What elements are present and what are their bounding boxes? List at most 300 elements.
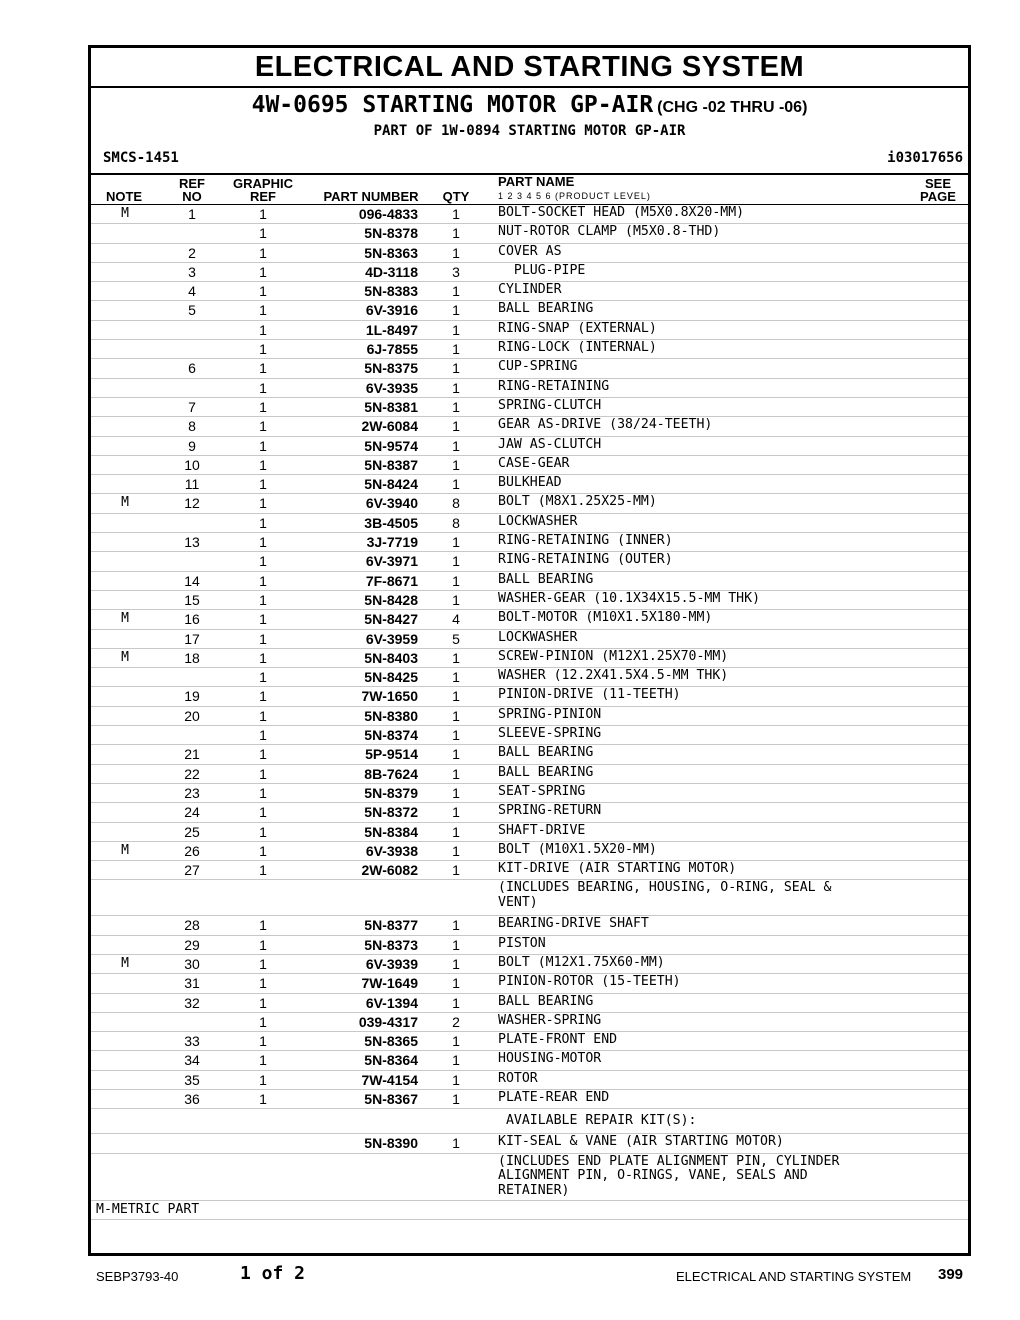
graphic-ref-cell: 1 xyxy=(259,418,267,435)
table-row xyxy=(91,1051,968,1070)
ref-no-cell: 19 xyxy=(184,688,200,705)
graphic-ref-cell: 1 xyxy=(259,955,267,972)
header-part-number: PART NUMBER xyxy=(323,189,419,204)
table-row xyxy=(91,340,968,359)
qty-cell: 1 xyxy=(452,206,460,222)
qty-cell: 1 xyxy=(452,572,460,589)
parts-list xyxy=(91,205,968,1220)
part-number-cell: 6V-3916 xyxy=(365,302,418,319)
footer-page-of: 1 of 2 xyxy=(240,1263,306,1284)
table-row xyxy=(91,475,968,494)
header-product-level: 1 2 3 4 5 6 (PRODUCT LEVEL) xyxy=(498,191,651,201)
graphic-ref-cell: 1 xyxy=(259,398,267,415)
ref-no-cell: 9 xyxy=(188,437,196,454)
ref-no-cell: 20 xyxy=(184,707,200,724)
part-name-cell: BALL BEARING xyxy=(498,764,594,780)
qty-cell: 1 xyxy=(452,842,460,859)
ref-no-cell: 29 xyxy=(184,936,200,953)
table-row xyxy=(91,379,968,398)
graphic-ref-cell: 1 xyxy=(259,360,267,377)
table-row xyxy=(91,244,968,263)
part-name-cell: PLUG-PIPE xyxy=(498,262,586,278)
table-row xyxy=(91,591,968,610)
graphic-ref-cell: 1 xyxy=(259,341,267,358)
header-note: NOTE xyxy=(105,189,143,204)
ref-no-cell: 30 xyxy=(184,955,200,972)
qty-cell: 1 xyxy=(452,341,460,358)
graphic-ref-cell: 1 xyxy=(259,572,267,589)
table-row xyxy=(91,398,968,417)
part-number-cell: 039-4317 xyxy=(358,1013,418,1030)
ref-no-cell: 17 xyxy=(184,630,200,647)
part-number-cell: 6V-3939 xyxy=(365,955,418,972)
table-row xyxy=(91,282,968,301)
qty-cell: 1 xyxy=(452,1091,460,1108)
part-name-cell: CYLINDER xyxy=(498,282,562,298)
part-name-cell: BALL BEARING xyxy=(498,301,594,317)
part-name-cell: BEARING-DRIVE SHAFT xyxy=(498,916,649,932)
part-number-cell: 5N-8424 xyxy=(364,476,418,493)
table-row xyxy=(91,1071,968,1090)
qty-cell: 1 xyxy=(452,553,460,570)
group-change: (CHG -02 THRU -06) xyxy=(657,99,808,116)
part-of-line: PART OF 1W-0894 STARTING MOTOR GP-AIR xyxy=(373,123,686,139)
part-number-cell: 5N-8372 xyxy=(364,804,418,821)
qty-cell: 3 xyxy=(452,263,460,280)
table-row xyxy=(91,765,968,784)
part-name-cell: CASE-GEAR xyxy=(498,455,570,471)
table-row xyxy=(91,205,968,224)
graphic-ref-cell: 1 xyxy=(259,244,267,261)
qty-cell: 1 xyxy=(452,765,460,782)
ref-no-cell: 1 xyxy=(188,206,196,222)
table-row xyxy=(91,803,968,822)
part-number-cell: 5N-8383 xyxy=(364,283,418,300)
part-name-cell: WASHER-SPRING xyxy=(498,1012,602,1028)
ref-no-cell: 22 xyxy=(184,765,200,782)
part-number-cell: 5N-8380 xyxy=(364,707,418,724)
table-row xyxy=(91,994,968,1013)
smcs-code: SMCS-1451 xyxy=(103,150,179,166)
part-number-cell: 7W-4154 xyxy=(361,1071,418,1088)
part-name-cell: WASHER (12.2X41.5X4.5-MM THK) xyxy=(498,668,729,684)
graphic-ref-cell: 1 xyxy=(259,994,267,1011)
qty-cell: 1 xyxy=(452,302,460,319)
graphic-ref-cell: 1 xyxy=(259,862,267,879)
ref-no-cell: 11 xyxy=(184,476,200,493)
part-number-cell: 5N-8367 xyxy=(364,1091,418,1108)
ref-no-cell: 18 xyxy=(184,649,200,666)
graphic-ref-cell: 1 xyxy=(259,225,267,242)
header-see-bottom: PAGE xyxy=(920,189,956,204)
part-number-cell: 5N-8387 xyxy=(364,456,418,473)
table-row xyxy=(91,687,968,706)
section-title: ELECTRICAL AND STARTING SYSTEM xyxy=(91,48,968,88)
qty-cell: 1 xyxy=(452,975,460,992)
graphic-ref-cell: 1 xyxy=(259,263,267,280)
part-name-cell: (INCLUDES BEARING, HOUSING, O-RING, SEAL & VENT) xyxy=(498,880,832,911)
part-name-cell: BALL BEARING xyxy=(498,745,594,761)
graphic-ref-cell: 1 xyxy=(259,553,267,570)
part-name-cell: CUP-SPRING xyxy=(498,359,578,375)
graphic-ref-cell: 1 xyxy=(259,975,267,992)
ref-no-cell: 36 xyxy=(184,1091,200,1108)
part-name-cell: RING-RETAINING (INNER) xyxy=(498,533,673,549)
part-number-cell: 6V-3971 xyxy=(365,553,418,570)
part-name-cell: PINION-DRIVE (11-TEETH) xyxy=(498,687,681,703)
part-name-cell: BALL BEARING xyxy=(498,571,594,587)
qty-cell: 1 xyxy=(452,784,460,801)
part-number-cell: 5N-8428 xyxy=(364,591,418,608)
part-number-cell: 5N-8378 xyxy=(364,225,418,242)
table-row xyxy=(91,552,968,571)
part-name-cell: PINION-ROTOR (15-TEETH) xyxy=(498,974,681,990)
header-part-name: PART NAME xyxy=(498,174,575,189)
part-name-cell: JAW AS-CLUTCH xyxy=(498,436,602,452)
graphic-ref-cell: 1 xyxy=(259,630,267,647)
header-graphic-bottom: REF xyxy=(250,189,276,204)
ref-no-cell: 10 xyxy=(184,456,200,473)
part-number-cell: 5N-9574 xyxy=(364,437,418,454)
header-graphic-top: GRAPHIC xyxy=(233,176,293,191)
qty-cell: 1 xyxy=(452,244,460,261)
part-number-cell: 4D-3118 xyxy=(365,263,418,280)
ref-no-cell: 25 xyxy=(184,823,200,840)
part-name-cell: BOLT (M10X1.5X20-MM) xyxy=(498,841,657,857)
part-number-cell: 7W-1649 xyxy=(361,975,418,992)
qty-cell: 1 xyxy=(452,804,460,821)
ref-no-cell: 21 xyxy=(184,746,200,763)
group-number: 4W-0695 STARTING MOTOR GP-AIR xyxy=(251,92,654,118)
part-name-cell: PLATE-FRONT END xyxy=(498,1032,618,1048)
qty-cell: 1 xyxy=(452,437,460,454)
part-name-cell: SHAFT-DRIVE xyxy=(498,822,586,838)
ref-no-cell: 8 xyxy=(188,418,196,435)
graphic-ref-cell: 1 xyxy=(259,727,267,744)
graphic-ref-cell: 1 xyxy=(259,534,267,551)
ref-no-cell: 12 xyxy=(184,495,200,512)
ref-no-cell: 5 xyxy=(188,302,196,319)
part-name-cell: SPRING-RETURN xyxy=(498,803,602,819)
graphic-ref-cell: 1 xyxy=(259,514,267,531)
qty-cell: 1 xyxy=(452,955,460,972)
qty-cell: 1 xyxy=(452,688,460,705)
table-row xyxy=(91,533,968,552)
table-row xyxy=(91,745,968,764)
part-number-cell: 8B-7624 xyxy=(364,765,418,782)
part-name-cell: SPRING-CLUTCH xyxy=(498,397,602,413)
footer-doc-number: SEBP3793-40 xyxy=(96,1269,179,1284)
table-row xyxy=(91,417,968,436)
part-number-cell: 5N-8373 xyxy=(364,936,418,953)
table-row xyxy=(91,707,968,726)
graphic-ref-cell: 1 xyxy=(259,591,267,608)
table-row xyxy=(91,610,968,629)
graphic-ref-cell: 1 xyxy=(259,206,267,222)
qty-cell: 1 xyxy=(452,727,460,744)
header-qty: QTY xyxy=(442,189,470,204)
part-number-cell: 5N-8364 xyxy=(364,1052,418,1069)
ref-no-cell: 4 xyxy=(188,283,196,300)
qty-cell: 1 xyxy=(452,669,460,686)
qty-cell: 1 xyxy=(452,534,460,551)
part-number-cell: 6J-7855 xyxy=(366,341,418,358)
part-number-cell: 5N-8381 xyxy=(364,398,418,415)
table-row xyxy=(91,630,968,649)
table-row xyxy=(91,726,968,745)
part-name-cell: AVAILABLE REPAIR KIT(S): xyxy=(498,1113,697,1129)
part-name-cell: BOLT-SOCKET HEAD (M5X0.8X20-MM) xyxy=(498,205,745,220)
part-number-cell: 5N-8403 xyxy=(364,649,418,666)
qty-cell: 1 xyxy=(452,746,460,763)
qty-cell: 2 xyxy=(452,1013,460,1030)
part-number-cell: 5N-8375 xyxy=(364,360,418,377)
graphic-ref-cell: 1 xyxy=(259,476,267,493)
table-row xyxy=(91,784,968,803)
table-row xyxy=(91,1090,968,1109)
part-number-cell: 5N-8390 xyxy=(364,1135,418,1152)
graphic-ref-cell: 1 xyxy=(259,823,267,840)
part-name-cell: BALL BEARING xyxy=(498,993,594,1009)
ref-no-cell: 16 xyxy=(184,611,200,628)
qty-cell: 1 xyxy=(452,456,460,473)
qty-cell: 1 xyxy=(452,862,460,879)
note-cell: M xyxy=(121,495,129,511)
graphic-ref-cell: 1 xyxy=(259,688,267,705)
graphic-ref-cell: 1 xyxy=(259,302,267,319)
part-name-cell: PLATE-REAR END xyxy=(498,1090,610,1106)
part-name-cell: SCREW-PINION (M12X1.25X70-MM) xyxy=(498,648,729,664)
table-row xyxy=(91,301,968,320)
part-name-cell: SPRING-PINION xyxy=(498,706,602,722)
qty-cell: 5 xyxy=(452,630,460,647)
table-row xyxy=(91,823,968,842)
part-name-cell: (INCLUDES END PLATE ALIGNMENT PIN, CYLINDER ALIGNMENT PIN, O-RINGS, VANE, SEALS AND RETAINER) xyxy=(498,1153,840,1199)
qty-cell: 1 xyxy=(452,1033,460,1050)
part-name-cell: BOLT (M12X1.75X60-MM) xyxy=(498,954,665,970)
table-row xyxy=(91,649,968,668)
illustration-id: i03017656 xyxy=(887,150,963,166)
qty-cell: 1 xyxy=(452,649,460,666)
part-name-cell: LOCKWASHER xyxy=(498,513,578,529)
qty-cell: 1 xyxy=(452,994,460,1011)
ref-no-cell: 34 xyxy=(184,1052,200,1069)
part-name-cell: GEAR AS-DRIVE (38/24-TEETH) xyxy=(498,417,713,433)
header-ref-top: REF xyxy=(179,176,205,191)
ref-no-cell: 7 xyxy=(188,398,196,415)
graphic-ref-cell: 1 xyxy=(259,669,267,686)
part-number-cell: 7W-1650 xyxy=(361,688,418,705)
table-row xyxy=(91,321,968,340)
part-number-cell: 5N-8384 xyxy=(364,823,418,840)
part-name-cell: COVER AS xyxy=(498,243,562,259)
table-row xyxy=(91,880,968,916)
part-number-cell: 096-4833 xyxy=(358,206,418,222)
graphic-ref-cell: 1 xyxy=(259,1013,267,1030)
graphic-ref-cell: 1 xyxy=(259,283,267,300)
qty-cell: 1 xyxy=(452,1052,460,1069)
ref-no-cell: 6 xyxy=(188,360,196,377)
parts-page-frame xyxy=(88,45,971,1256)
qty-cell: 1 xyxy=(452,707,460,724)
table-row xyxy=(91,668,968,687)
qty-cell: 1 xyxy=(452,379,460,396)
part-name-cell: PISTON xyxy=(498,935,546,951)
part-number-cell: 5N-8425 xyxy=(364,669,418,686)
table-row xyxy=(91,1134,968,1153)
graphic-ref-cell: 1 xyxy=(259,1091,267,1108)
qty-cell: 1 xyxy=(452,1135,460,1152)
part-number-cell: 5N-8379 xyxy=(364,784,418,801)
table-row xyxy=(91,936,968,955)
qty-cell: 1 xyxy=(452,476,460,493)
metric-part-footnote: M-METRIC PART xyxy=(96,1201,200,1217)
group-title xyxy=(91,92,968,118)
part-number-cell: 7F-8671 xyxy=(365,572,418,589)
qty-cell: 1 xyxy=(452,321,460,338)
qty-cell: 1 xyxy=(452,283,460,300)
note-cell: M xyxy=(121,206,129,221)
part-number-cell: 3J-7719 xyxy=(366,534,418,551)
part-number-cell: 5N-8427 xyxy=(364,611,418,628)
graphic-ref-cell: 1 xyxy=(259,1071,267,1088)
header-see-top: SEE xyxy=(924,176,951,191)
part-name-cell: SEAT-SPRING xyxy=(498,783,586,799)
part-name-cell: NUT-ROTOR CLAMP (M5X0.8-THD) xyxy=(498,224,721,240)
table-row xyxy=(91,494,968,513)
graphic-ref-cell: 1 xyxy=(259,379,267,396)
table-row xyxy=(91,1013,968,1032)
qty-cell: 8 xyxy=(452,514,460,531)
qty-cell: 1 xyxy=(452,398,460,415)
ref-no-cell: 23 xyxy=(184,784,200,801)
part-number-cell: 5N-8363 xyxy=(364,244,418,261)
table-row xyxy=(91,263,968,282)
ref-no-cell: 2 xyxy=(188,244,196,261)
qty-cell: 1 xyxy=(452,360,460,377)
note-cell: M xyxy=(121,842,129,858)
table-row xyxy=(91,916,968,935)
part-name-cell: HOUSING-MOTOR xyxy=(498,1051,602,1067)
ref-no-cell: 15 xyxy=(184,591,200,608)
ref-no-cell: 14 xyxy=(184,572,200,589)
table-row xyxy=(91,1154,968,1201)
table-row xyxy=(91,514,968,533)
part-number-cell: 6V-3940 xyxy=(365,495,418,512)
ref-no-cell: 24 xyxy=(184,804,200,821)
graphic-ref-cell: 1 xyxy=(259,936,267,953)
table-row xyxy=(91,842,968,861)
part-number-cell: 3B-4505 xyxy=(364,514,418,531)
table-row xyxy=(91,861,968,880)
ref-no-cell: 27 xyxy=(184,862,200,879)
table-row-footnote xyxy=(91,1201,968,1220)
part-name-cell: LOCKWASHER xyxy=(498,629,578,645)
footer-section: ELECTRICAL AND STARTING SYSTEM xyxy=(676,1269,912,1284)
part-name-cell: RING-RETAINING xyxy=(498,378,610,394)
part-number-cell: 5N-8377 xyxy=(364,917,418,934)
note-cell: M xyxy=(121,611,129,627)
table-row xyxy=(91,572,968,591)
qty-cell: 1 xyxy=(452,591,460,608)
graphic-ref-cell: 1 xyxy=(259,804,267,821)
part-name-cell: BOLT (M8X1.25X25-MM) xyxy=(498,494,657,510)
part-number-cell: 6V-3938 xyxy=(365,842,418,859)
note-cell: M xyxy=(121,955,129,971)
part-name-cell: KIT-DRIVE (AIR STARTING MOTOR) xyxy=(498,861,737,877)
table-row xyxy=(91,955,968,974)
table-row xyxy=(91,437,968,456)
part-name-cell: RING-LOCK (INTERNAL) xyxy=(498,340,657,356)
graphic-ref-cell: 1 xyxy=(259,707,267,724)
graphic-ref-cell: 1 xyxy=(259,784,267,801)
ref-no-cell: 31 xyxy=(184,975,200,992)
graphic-ref-cell: 1 xyxy=(259,765,267,782)
part-number-cell: 5N-8374 xyxy=(364,727,418,744)
part-name-cell: RING-SNAP (EXTERNAL) xyxy=(498,320,657,336)
qty-cell: 1 xyxy=(452,936,460,953)
part-number-cell: 2W-6084 xyxy=(361,418,418,435)
graphic-ref-cell: 1 xyxy=(259,437,267,454)
ref-no-cell: 26 xyxy=(184,842,200,859)
ref-no-cell: 28 xyxy=(184,917,200,934)
part-number-cell: 5P-9514 xyxy=(365,746,418,763)
part-name-cell: WASHER-GEAR (10.1X34X15.5-MM THK) xyxy=(498,590,761,606)
graphic-ref-cell: 1 xyxy=(259,917,267,934)
table-row xyxy=(91,359,968,378)
ref-no-cell: 3 xyxy=(188,263,196,280)
graphic-ref-cell: 1 xyxy=(259,495,267,512)
qty-cell: 1 xyxy=(452,917,460,934)
graphic-ref-cell: 1 xyxy=(259,611,267,628)
part-number-cell: 6V-1394 xyxy=(365,994,418,1011)
qty-cell: 8 xyxy=(452,495,460,512)
part-number-cell: 5N-8365 xyxy=(364,1033,418,1050)
graphic-ref-cell: 1 xyxy=(259,321,267,338)
part-number-cell: 6V-3959 xyxy=(365,630,418,647)
part-name-cell: BOLT-MOTOR (M10X1.5X180-MM) xyxy=(498,610,713,626)
table-row xyxy=(91,224,968,243)
part-number-cell: 1L-8497 xyxy=(365,321,418,338)
qty-cell: 1 xyxy=(452,225,460,242)
part-name-cell: ROTOR xyxy=(498,1070,538,1086)
table-row xyxy=(91,974,968,993)
part-number-cell: 6V-3935 xyxy=(365,379,418,396)
graphic-ref-cell: 1 xyxy=(259,1052,267,1069)
header-ref-bottom: NO xyxy=(182,189,202,204)
graphic-ref-cell: 1 xyxy=(259,746,267,763)
table-row xyxy=(91,456,968,475)
ref-no-cell: 33 xyxy=(184,1033,200,1050)
part-number-cell: 2W-6082 xyxy=(361,862,418,879)
qty-cell: 1 xyxy=(452,823,460,840)
table-row xyxy=(91,1109,968,1134)
ref-no-cell: 35 xyxy=(184,1071,200,1088)
graphic-ref-cell: 1 xyxy=(259,456,267,473)
qty-cell: 1 xyxy=(452,418,460,435)
ref-no-cell: 32 xyxy=(184,994,200,1011)
graphic-ref-cell: 1 xyxy=(259,842,267,859)
graphic-ref-cell: 1 xyxy=(259,1033,267,1050)
part-name-cell: KIT-SEAL & VANE (AIR STARTING MOTOR) xyxy=(498,1134,784,1150)
table-row xyxy=(91,1032,968,1051)
qty-cell: 4 xyxy=(452,611,460,628)
footer-page-number: 399 xyxy=(938,1266,964,1283)
part-name-cell: SLEEVE-SPRING xyxy=(498,726,602,742)
qty-cell: 1 xyxy=(452,1071,460,1088)
ref-no-cell: 13 xyxy=(184,534,200,551)
graphic-ref-cell: 1 xyxy=(259,649,267,666)
